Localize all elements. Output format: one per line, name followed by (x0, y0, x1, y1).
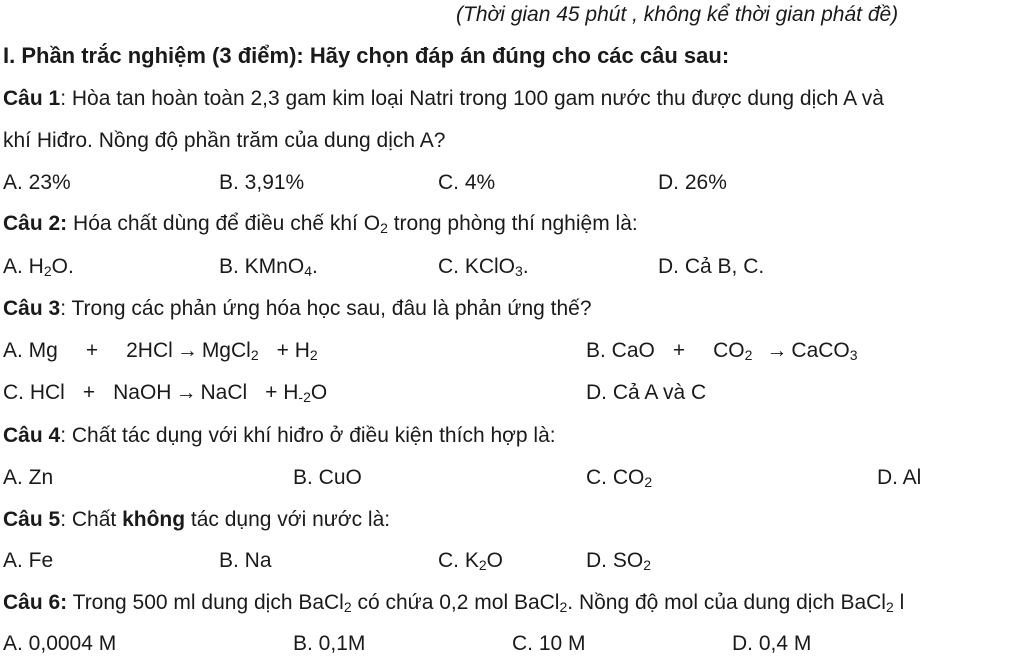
q3c-p1: C. HCl (3, 381, 65, 404)
q2b-sub: 4 (304, 263, 312, 279)
q5c-sub: 2 (478, 557, 487, 573)
q3b-arrow: → (766, 339, 788, 362)
q3a-arrow: → (176, 339, 198, 362)
q3b-sub1: 2 (744, 347, 753, 363)
q2b-prefix: B. KMnO (219, 255, 305, 278)
question-2-line (3, 211, 638, 237)
question-2-sub: 2 (380, 220, 388, 236)
question-2-label: Câu 2: (3, 212, 68, 235)
question-6-s1: 2 (343, 599, 352, 615)
q3c-arrow: → (175, 381, 197, 404)
question-4-line (3, 423, 556, 449)
question-1-line2: khí Hiđro. Nồng độ phần trăm của dung dịch A? (3, 129, 446, 152)
question-1-text: : Hòa tan hoàn toàn 2,3 gam kim loại Natri trong 100 gam nước thu được dung dịch A và (60, 87, 884, 110)
q4c-prefix: C. CO (586, 466, 645, 489)
q3-option-c[interactable] (3, 380, 327, 406)
q2c-prefix: C. KClO (438, 255, 516, 278)
q3b-p5: CaCO (791, 339, 850, 362)
question-6-line (3, 590, 904, 616)
q4-option-b[interactable]: B. CuO (293, 466, 362, 489)
q6-option-d[interactable]: D. 0,4 M (732, 632, 812, 655)
q3c-p5: NaCl (200, 381, 248, 404)
q3a-sub1: 2 (250, 347, 259, 363)
q1-option-d[interactable]: D. 26% (658, 171, 727, 194)
question-5-emphasis: không (122, 508, 186, 531)
q4-option-a[interactable]: A. Zn (3, 466, 54, 489)
q3a-p6: + H (276, 339, 310, 362)
q4-option-d[interactable]: D. Al (877, 466, 922, 489)
q5c-prefix: C. K (438, 549, 479, 572)
q5-option-d[interactable] (586, 548, 651, 574)
q2-option-a[interactable] (3, 254, 74, 280)
q3-option-d[interactable]: D. Cả A và C (586, 381, 707, 404)
question-3-label: Câu 3 (3, 297, 61, 320)
question-5-label: Câu 5 (3, 508, 61, 531)
q6-option-c[interactable]: C. 10 M (512, 632, 586, 655)
q2a-sub: 2 (43, 263, 52, 279)
q3b-sub2: 3 (849, 347, 858, 363)
q3a-plus: + (85, 339, 99, 362)
q5d-prefix: D. SO (586, 549, 644, 572)
q2c-sub: 3 (515, 263, 523, 279)
q1-option-a[interactable]: A. 23% (3, 171, 71, 194)
q3-option-b[interactable] (586, 338, 858, 364)
q5c-suffix: O (486, 549, 503, 572)
q2-option-b[interactable] (219, 254, 318, 280)
question-1-label: Câu 1 (3, 87, 61, 110)
section-title: I. Phần trắc nghiệm (3 điểm): Hãy chọn đáp án đúng cho các câu sau: (3, 43, 730, 68)
q5-option-c[interactable] (438, 548, 503, 574)
q2-option-d[interactable]: D. Cả B, C. (658, 255, 765, 278)
q3c-p7: O (310, 381, 328, 404)
q3-option-a[interactable] (3, 338, 318, 364)
question-1-line1 (3, 86, 884, 112)
q1-option-b[interactable]: B. 3,91% (219, 171, 305, 194)
q5-option-b[interactable]: B. Na (219, 549, 272, 572)
q2b-suffix: . (312, 255, 318, 278)
question-6-label: Câu 6: (3, 591, 68, 614)
q3c-plus: + (82, 381, 96, 404)
q4c-sub: 2 (644, 474, 653, 490)
q2a-prefix: A. H (3, 255, 44, 278)
question-6-s2: 2 (559, 599, 568, 615)
q1-option-c[interactable]: C. 4% (438, 171, 496, 194)
question-4-text: : Chất tác dụng với khí hiđro ở điều kiện thích hợp là: (60, 424, 556, 447)
q3c-p6: + H (265, 381, 299, 404)
q3a-p5: MgCl (201, 339, 251, 362)
q4-option-c[interactable] (586, 465, 652, 491)
question-6-t4: l (893, 591, 905, 614)
q6-option-a[interactable]: A. 0,0004 M (3, 632, 117, 655)
q3c-sub1: -2 (298, 389, 311, 405)
question-6-t3: . Nồng độ mol của dung dịch BaCl (567, 591, 886, 614)
q3b-plus: + (672, 339, 686, 362)
q5-option-a[interactable]: A. Fe (3, 549, 54, 572)
q3a-p1: A. Mg (3, 339, 58, 362)
question-6-t2: có chứa 0,2 mol BaCl (351, 591, 560, 614)
q2c-suffix: . (522, 255, 529, 278)
q2-option-c[interactable] (438, 254, 529, 280)
q3b-p3: CO (713, 339, 745, 362)
q3b-p1: B. CaO (586, 339, 655, 362)
question-6-s3: 2 (885, 599, 894, 615)
question-6-t1: Trong 500 ml dung dịch BaCl (67, 591, 344, 614)
question-2-text-b: trong phòng thí nghiệm là: (387, 212, 638, 235)
q3c-p3: NaOH (113, 381, 172, 404)
q6-option-b[interactable]: B. 0,1M (293, 632, 366, 655)
question-5-text-a: : Chất (60, 508, 123, 531)
question-5-text-b: tác dụng với nước là: (185, 508, 391, 531)
q3a-p3: 2HCl (126, 339, 173, 362)
q5d-sub: 2 (643, 557, 651, 573)
q2a-suffix: O. (51, 255, 74, 278)
question-4-label: Câu 4 (3, 424, 61, 447)
question-2-text-a: Hóa chất dùng để điều chế khí O (67, 212, 381, 235)
exam-time-note: (Thời gian 45 phút , không kể thời gian phát đề) (456, 3, 899, 26)
question-3-text: : Trong các phản ứng hóa học sau, đâu là phản ứng thế? (60, 297, 592, 320)
question-3-line (3, 296, 592, 322)
q3a-sub2: 2 (309, 347, 318, 363)
question-5-line (3, 507, 390, 533)
